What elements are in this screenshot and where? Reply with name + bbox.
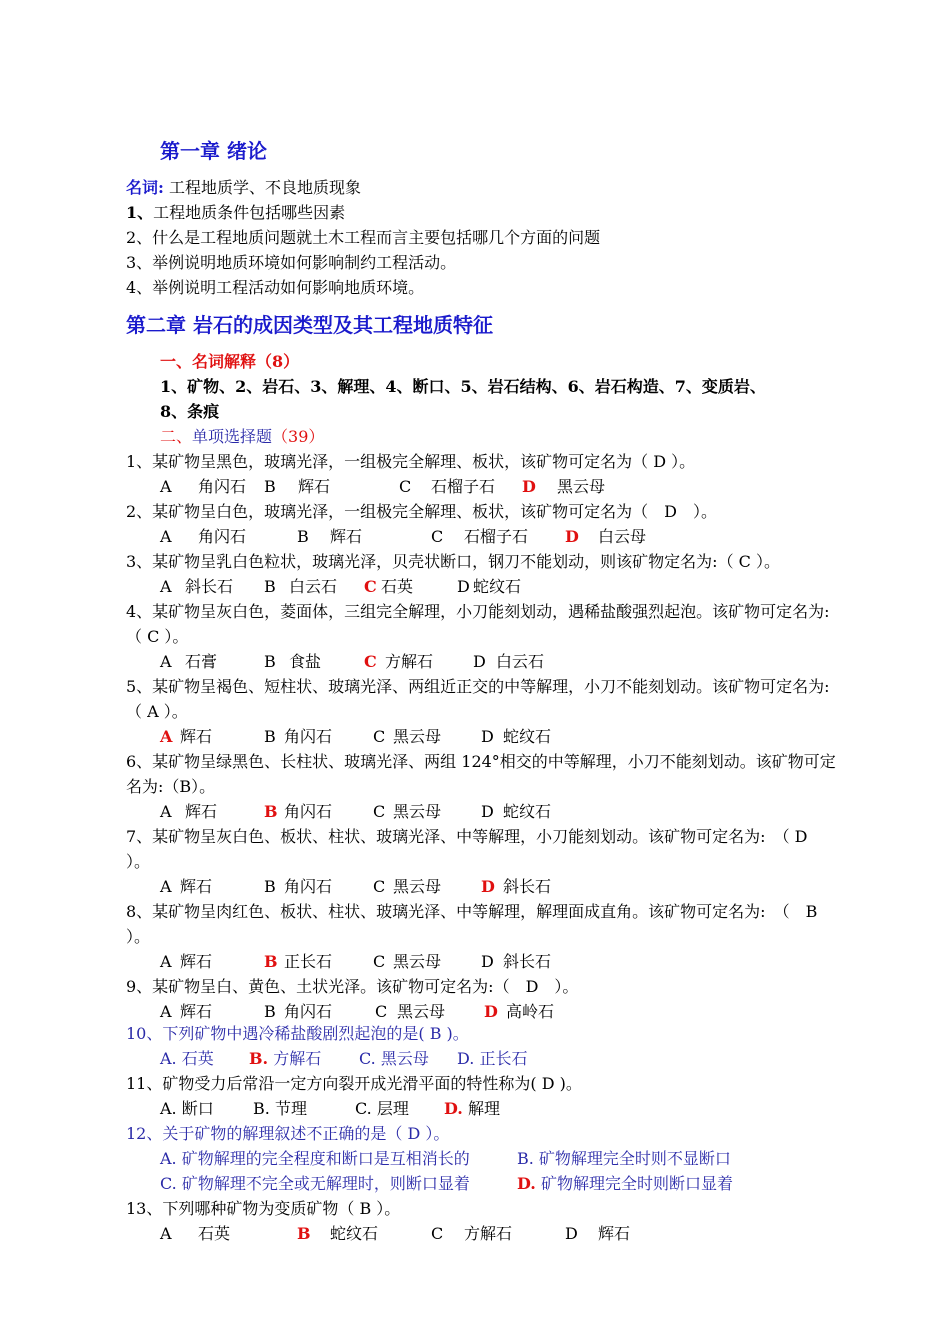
option-d-text: 高岭石 — [506, 1002, 555, 1021]
option-c-letter: C — [373, 952, 386, 971]
question-12-option-a: A. 矿物解理的完全程度和断口是互相消长的 — [160, 1149, 470, 1168]
section-prefix: 二、 — [160, 427, 193, 446]
option-a-letter: A — [160, 727, 173, 746]
section-count: （39） — [272, 427, 325, 446]
option-b-text: 角闪石 — [284, 877, 333, 896]
option-b-letter: B — [264, 802, 278, 821]
option-c-text: 石榴子石 — [464, 527, 529, 546]
option-a-letter: A — [160, 952, 172, 971]
question-12-option-d: D. 矿物解理完全时则断口显着 — [517, 1174, 733, 1193]
option-a-text: 辉石 — [185, 802, 218, 821]
option-a-letter: A — [160, 477, 172, 496]
option-c-text: 黑云母 — [393, 802, 442, 821]
section-text: 单项选择题 — [192, 427, 273, 446]
option-c-text: 方解石 — [464, 1224, 513, 1243]
option-d-letter: D — [484, 1002, 498, 1021]
option-b-text: 辉石 — [298, 477, 331, 496]
option-a-text: 角闪石 — [198, 527, 247, 546]
question-12-option-c: C. 矿物解理不完全或无解理时，则断口显着 — [160, 1174, 470, 1193]
option-a-text: 辉石 — [180, 952, 213, 971]
question-7-stem: 7、某矿物呈灰白色、板状、柱状、玻璃光泽、中等解理，小刀能刻划动。该矿物可定名为: （ D — [126, 827, 808, 846]
option-c-letter: C — [364, 577, 377, 596]
option-d-text: 辉石 — [598, 1224, 631, 1243]
option-a-letter: A — [160, 802, 172, 821]
option-d-text: 蛇纹石 — [473, 577, 522, 596]
option-a-letter: A — [160, 527, 172, 546]
question-11-stem: 11、矿物受力后常沿一定方向裂开成光滑平面的特性称为( D )。 — [126, 1074, 582, 1093]
option-b-text: 角闪石 — [284, 727, 333, 746]
question-text: 工程地质条件包括哪些因素 — [153, 203, 346, 222]
option-d-letter: D — [522, 477, 536, 496]
question-number: 1、 — [126, 203, 154, 222]
option-b-letter: B — [264, 952, 278, 971]
option-d-letter: D — [565, 527, 579, 546]
option-d: D. 解理 — [444, 1099, 500, 1118]
option-a-text: 角闪石 — [198, 477, 247, 496]
option-c-text: 方解石 — [385, 652, 434, 671]
option-c-letter: C — [373, 802, 386, 821]
option-b-text: 角闪石 — [284, 1002, 333, 1021]
option-d-letter: D — [481, 727, 494, 746]
question-12-option-b: B. 矿物解理完全时则不显断口 — [517, 1149, 731, 1168]
option-a-text: 辉石 — [180, 1002, 213, 1021]
ch1-terms-line — [126, 178, 361, 198]
section-term-explanation: 一、名词解释（8） — [160, 352, 300, 371]
option-c: C. 黑云母 — [359, 1049, 429, 1068]
option-c-text: 石英 — [381, 577, 414, 596]
question-3-stem: 3、某矿物呈乳白色粒状，玻璃光泽，贝壳状断口，钢刀不能划动，则该矿物定名为:（ C ）。 — [126, 552, 780, 571]
question-12-stem: 12、关于矿物的解理叙述不正确的是（ D ）。 — [126, 1124, 450, 1143]
question-5-stem: 5、某矿物呈褐色、短柱状、玻璃光泽、两组近正交的中等解理，小刀不能刻划动。该矿物可定名为: — [126, 677, 830, 696]
question-1-stem: 1、某矿物呈黑色，玻璃光泽，一组极完全解理、板状，该矿物可定名为（ D ）。 — [126, 452, 696, 471]
option-d-letter: D — [473, 652, 486, 671]
option-d-text: 蛇纹石 — [503, 727, 552, 746]
option-c-letter: C — [431, 527, 444, 546]
terms-list-line1: 1、矿物、2、岩石、3、解理、4、断口、5、岩石结构、6、岩石构造、7、变质岩、 — [160, 377, 766, 396]
option-d-letter: D — [481, 952, 494, 971]
question-10-stem: 10、下列矿物中遇冷稀盐酸剧烈起泡的是( B )。 — [126, 1024, 469, 1043]
option-a-letter: A — [160, 577, 172, 596]
option-c-text: 黑云母 — [397, 1002, 446, 1021]
option-d-text: 蛇纹石 — [503, 802, 552, 821]
option-b-text: 白云石 — [289, 577, 338, 596]
option-d-text: 黑云母 — [557, 477, 606, 496]
option-a-text: 辉石 — [180, 727, 213, 746]
option-c-text: 黑云母 — [393, 727, 442, 746]
terms-label: 名词: — [126, 178, 164, 197]
option-d-letter: D — [481, 802, 494, 821]
option-b-text: 正长石 — [284, 952, 333, 971]
terms-list-line2: 8、条痕 — [160, 402, 220, 421]
question-8-stem-continued: ）。 — [126, 927, 151, 946]
question-4-stem: 4、某矿物呈灰白色，菱面体，三组完全解理，小刀能刻划动，遇稀盐酸强烈起泡。该矿物可定名为: — [126, 602, 830, 621]
option-d-text: 斜长石 — [503, 877, 552, 896]
option-a-letter: A — [160, 1224, 172, 1243]
question-8-stem: 8、某矿物呈肉红色、板状、柱状、玻璃光泽、中等解理，解理面成直角。该矿物可定名为: （ B — [126, 902, 818, 921]
option-d-letter: D — [457, 577, 470, 596]
question-9-stem: 9、某矿物呈白、黄色、土状光泽。该矿物可定名为:（ D ）。 — [126, 977, 579, 996]
question-5-stem-continued: （ A ）。 — [126, 702, 188, 721]
option-c: C. 层理 — [355, 1099, 409, 1118]
ch1-question-2: 2、什么是工程地质问题就土木工程而言主要包括哪几个方面的问题 — [126, 228, 601, 247]
option-a: A. 断口 — [160, 1099, 214, 1118]
option-b-letter: B — [264, 727, 276, 746]
terms-text: 工程地质学、不良地质现象 — [169, 178, 362, 197]
question-2-stem: 2、某矿物呈白色，玻璃光泽，一组极完全解理、板状，该矿物可定名为（ D ）。 — [126, 502, 718, 521]
option-d-letter: D — [565, 1224, 578, 1243]
option-d-text: 白云母 — [598, 527, 647, 546]
option-a-text: 石英 — [198, 1224, 231, 1243]
option-c-letter: C — [375, 1002, 388, 1021]
option-c-letter: C — [431, 1224, 444, 1243]
option-b-letter: B — [264, 877, 276, 896]
option-d: D. 正长石 — [457, 1049, 528, 1068]
chapter1-title: 第一章 绪论 — [160, 139, 267, 163]
option-a-letter: A — [160, 652, 172, 671]
option-d-text: 斜长石 — [503, 952, 552, 971]
ch1-question-4: 4、举例说明工程活动如何影响地质环境。 — [126, 278, 425, 297]
option-a-text: 辉石 — [180, 877, 213, 896]
option-b-letter: B — [264, 652, 276, 671]
option-b-text: 辉石 — [330, 527, 363, 546]
option-c-letter: C — [399, 477, 412, 496]
option-b-letter: B — [264, 1002, 276, 1021]
option-c-letter: C — [373, 727, 386, 746]
section-single-choice — [160, 427, 324, 447]
option-c-text: 黑云母 — [393, 952, 442, 971]
ch1-question-1 — [126, 203, 345, 223]
question-13-stem: 13、下列哪种矿物为变质矿物（ B ）。 — [126, 1199, 401, 1218]
option-b-text: 蛇纹石 — [330, 1224, 379, 1243]
option-a-text: 斜长石 — [185, 577, 234, 596]
option-b: B. 方解石 — [249, 1049, 322, 1068]
option-b-text: 角闪石 — [284, 802, 333, 821]
option-b: B. 节理 — [253, 1099, 307, 1118]
ch1-question-3: 3、举例说明地质环境如何影响制约工程活动。 — [126, 253, 457, 272]
option-b-letter: B — [297, 1224, 311, 1243]
question-6-stem: 6、某矿物呈绿黑色、长柱状、玻璃光泽、两组 124°相交的中等解理，小刀不能刻划动。该矿物可定 — [126, 752, 836, 771]
option-c-letter: C — [373, 877, 386, 896]
option-a-letter: A — [160, 1002, 172, 1021]
chapter2-title: 第二章 岩石的成因类型及其工程地质特征 — [126, 313, 493, 337]
option-c-text: 石榴子石 — [431, 477, 496, 496]
option-d-letter: D — [481, 877, 495, 896]
option-b-letter: B — [297, 527, 309, 546]
question-6-stem-continued: 名为:（B）。 — [126, 777, 216, 796]
option-b-letter: B — [264, 577, 276, 596]
option-c-letter: C — [364, 652, 377, 671]
option-a-text: 石膏 — [185, 652, 218, 671]
option-a-letter: A — [160, 877, 172, 896]
option-d-text: 白云石 — [496, 652, 545, 671]
option-b-letter: B — [264, 477, 276, 496]
option-a: A. 石英 — [160, 1049, 214, 1068]
option-c-text: 黑云母 — [393, 877, 442, 896]
option-b-text: 食盐 — [289, 652, 322, 671]
question-7-stem-continued: ）。 — [126, 852, 151, 871]
question-4-stem-continued: （ C ）。 — [126, 627, 189, 646]
